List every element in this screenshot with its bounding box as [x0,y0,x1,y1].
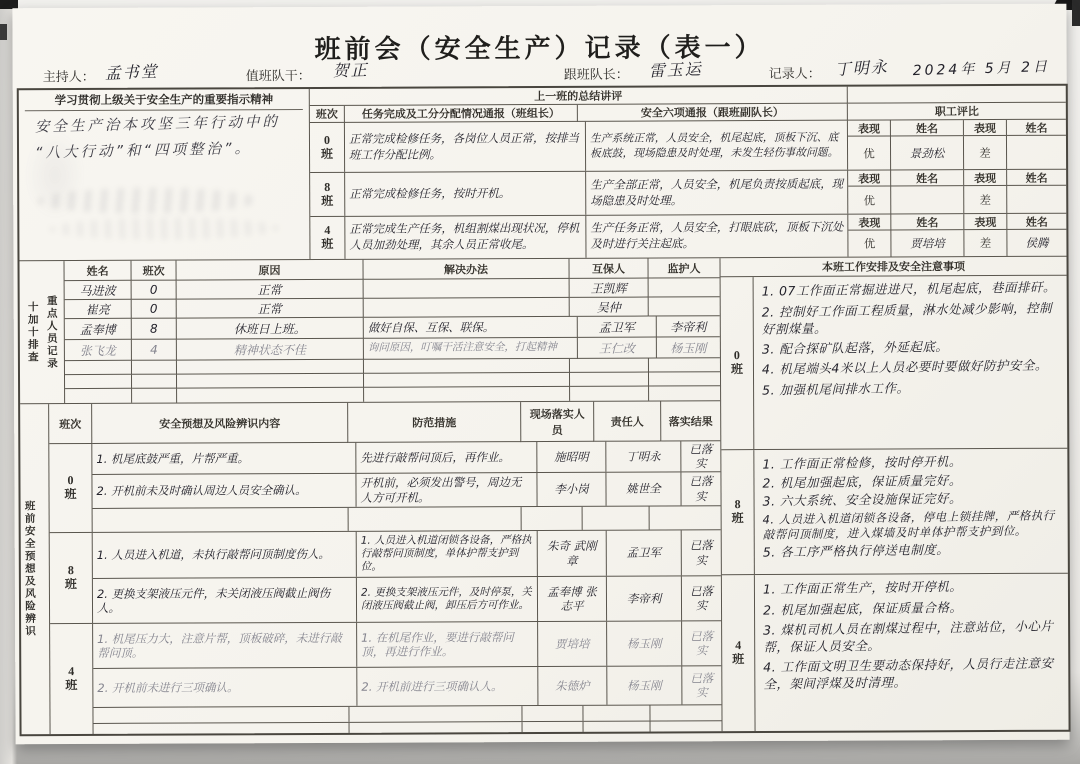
shift-cell: 0 班 [49,444,92,532]
risk-side-label: 班前安全预想及风险辨识 [23,500,36,639]
col-header-reason: 原因 [177,260,364,281]
col-header-task: 任务完成及工分分配情况通报（班组长） [345,105,578,123]
paper-sheet [12,4,1069,745]
risk-row [93,666,721,708]
eval-good-label: 优 [848,136,891,169]
summary-title: 上一班的总结讲评 [310,87,848,106]
summary-row-shift8 [310,170,1066,217]
risk-content-cell: 2. 开机前未进行三项确认。 [93,668,357,707]
task-report-cell: 正常完成检修任务，按时开机。 [345,172,586,216]
risk-side-label-wrap [20,404,50,734]
arrangement-items [754,276,1068,449]
summary-row-shift0 [310,120,1066,173]
responsible-cell: 孟卫军 [607,530,682,575]
col-header-safety: 安全六项通报（跟班副队长） [578,104,848,122]
task-report-cell: 正常完成检修任务，各岗位人员正常，按排当班工作分配比例。 [345,122,586,172]
measure-cell: 先进行敲帮问顶后，再作业。 [356,442,537,473]
col-header-shift: 班次 [132,261,177,281]
responsible-cell: 姚世全 [606,472,681,505]
risk-content-cell: 2. 更换支架液压元件，未关闭液压阀截止阀伤人。 [93,578,357,623]
shift-cell: 8 班 [310,173,345,216]
safety-report-cell: 生产任务正常，人员安全，打眼底砍，顶板下沉处及时进行关注起底。 [586,215,848,258]
field-person-cell: 贾培培 [538,622,607,666]
col-header-shift: 班次 [310,106,345,123]
safety-report-cell: 生产系统正常，人员安全，机尾起底，顶板下沉、底板底鼓，现场隐患及时处理，未发生轻伤事故问题。 [586,121,848,171]
col-header-result: 落实结果 [661,401,720,441]
recorder-value: 丁明永 [834,57,890,80]
arrangement-item: 3. 六大系统、安全设施保证完好。 [762,490,963,509]
measure-cell: 2. 开机前进行三项确认人。 [357,667,538,706]
risk-band-shift0 [49,441,720,533]
eval-header: 姓名 [891,120,964,135]
risk-section [20,401,721,734]
eval-subtable [848,120,1066,170]
field-person-cell: 朱德炉 [538,667,607,705]
risk-table [49,401,721,734]
field-person-cell: 施昭明 [537,442,606,472]
summary-row-shift4 [310,214,1066,259]
shift-cell: 8 班 [721,450,755,574]
name-cell: 孟奉博 [65,319,132,340]
key-person-side-label [20,261,66,403]
partner-cell: 吴仲 [570,298,649,317]
responsible-cell: 丁明永 [606,441,681,471]
summary-eval-blank-cell [848,86,1066,104]
guardian-cell [649,278,720,297]
arrangement-items [755,574,1069,731]
arrangement-band-shift4 [722,574,1069,732]
eval-header: 姓名 [891,214,964,229]
risk-content-cell: 1. 机尾底鼓严重，片帮严重。 [92,443,356,474]
result-cell: 已落实 [689,583,713,613]
arrangement-band-shift0 [721,276,1068,451]
measure-cell: 1. 在机尾作业，要进行敲帮问顶，再进行作业。 [357,622,538,667]
shift-cell: 4 班 [310,217,345,259]
follow-leader-value: 雷玉运 [648,59,704,81]
study-box [19,89,311,260]
eval-header: 表现 [964,170,1007,185]
reason-cell: 正常 [177,299,364,319]
risk-content-cell: 1. 机尾压力大，注意片帮，顶板破碎，未进行敲帮问顶。 [93,623,357,668]
arrangement-item: 4. 工作面文明卫生要动态保持好，人员行走注意安全，架间浮煤及时清理。 [763,655,1054,692]
solution-cell [364,279,570,299]
eval-header: 表现 [848,170,891,185]
arrangement-item: 4. 机尾端头4米以上人员必要时要做好防护安全。 [761,357,1048,377]
shift-cell: 8 [132,319,177,340]
eval-bad-name: 侯腾 [1025,235,1049,250]
responsible-cell: 杨玉刚 [607,621,682,665]
field-person-cell: 李小岗 [537,473,606,506]
arrangement-item: 5. 各工序严格执行停送电制度。 [762,541,950,560]
duty-leader-value: 贺正 [332,60,369,81]
arrangement-title: 本班工作安排及安全注意事项 [720,257,1066,278]
arrangement-section [720,257,1068,732]
risk-content-cell: 2. 开机前未及时确认周边人员安全确认。 [92,474,356,508]
risk-row-empty [94,721,722,734]
risk-row [93,530,721,579]
shift-cell: 0 班 [721,277,755,449]
solution-cell: 询问原因，叮嘱干活注意安全，打起精神 [364,338,578,360]
col-header-field-person: 现场落实人员 [521,402,594,442]
col-header-eval: 职工评比 [848,103,1066,121]
risk-row [92,441,720,475]
shift-cell: 4 [132,340,177,361]
result-cell: 已落实 [690,670,714,700]
risk-row [92,472,720,509]
host-label: 主持人： [42,68,95,85]
shift-cell: 8 班 [50,533,93,623]
recorder-label: 记录人： [768,65,821,82]
col-header-solution: 解决办法 [363,259,569,280]
pencil-ghost-mark [49,217,279,240]
risk-band-shift4 [50,621,721,734]
responsible-cell: 李帝利 [607,576,682,620]
arrangement-item: 4. 人员进入机道闭锁各设备，停电上锁挂牌，严格执行敲帮问顶制度，进入煤墙及时单体护帮支护到位。 [762,507,1055,542]
shift-cell: 0 [132,300,177,319]
page-title: 班前会（安全生产）记录（表一） [314,32,765,64]
shift-cell: 0 班 [310,123,345,172]
arrangement-band-shift8 [721,449,1068,576]
summary-table [310,86,1067,259]
reason-cell: 精神状态不佳 [177,339,364,361]
eval-header: 姓名 [1025,216,1048,229]
field-person-cell: 朱奇 武刚章 [538,531,607,576]
measure-cell: 开机前，必须发出警号，周边无人方可开机。 [356,473,537,507]
duty-leader-label: 值班队干： [245,68,311,84]
reason-cell: 正常 [177,280,364,300]
arrangement-item: 2. 机尾加强起底，保证质量合格。 [762,599,963,618]
shift-cell: 0 [132,281,177,300]
arrangement-item: 2. 控制好工作面工程质量，淋水处减少影响，控制好割煤量。 [761,299,1053,336]
col-header-shift: 班次 [49,404,92,444]
name-cell: 马进波 [65,281,132,300]
eval-header: 表现 [964,214,1007,229]
task-report-cell: 正常完成生产任务，机组割煤出现状况，停机人员加劲处理，其余人员正常收尾。 [345,216,586,259]
key-person-table [65,258,721,403]
eval-header: 表现 [964,120,1007,135]
study-label: 学习贯彻上级关于安全生产的重要指示精神 [25,91,303,111]
eval-bad-name [1007,186,1066,213]
eval-header: 姓名 [1025,122,1048,135]
eval-good-name: 景劲松 [891,136,964,169]
ten-plus-ten-check-label: 十加十排查 [26,300,38,364]
eval-header: 表现 [848,120,891,135]
eval-header: 姓名 [891,170,964,185]
host-value: 孟书堂 [104,61,160,83]
arrangement-item: 2. 机尾加强起底，保证质量完好。 [762,472,962,491]
eval-subtable [848,170,1066,214]
arrangement-item: 1. 07工作面正常掘进进尺，机尾起底，巷面排矸。 [761,279,1057,299]
scan-corner-mark [1072,0,1080,26]
pencil-ghost-mark [25,130,85,220]
arrangement-item: 1. 工作面正常生产，按时开停机。 [762,578,963,597]
result-cell: 已落实 [689,441,713,471]
risk-band-shift8 [50,530,721,624]
eval-good-name: 贾培培 [891,230,964,256]
follow-leader-label: 跟班队长： [563,66,629,82]
scan-corner-mark [0,24,7,40]
arrangement-item: 5. 加强机尾间排水工作。 [761,379,910,398]
key-person-record-label: 重点人员记录 [45,294,57,370]
col-header-measure: 防范措施 [348,402,521,443]
eval-bad-label: 差 [964,136,1007,169]
arrangement-items [754,449,1068,574]
eval-bad-label: 差 [964,186,1007,213]
summary-section [19,86,1067,262]
risk-row [93,621,721,669]
form-grid [17,84,1071,737]
eval-bad-name [1007,136,1066,169]
study-content-line: 安全生产治本攻坚三年行动中的 [34,114,281,136]
eval-header: 表现 [848,214,891,229]
risk-row [93,576,721,623]
result-cell: 已落实 [689,538,713,567]
col-header-content: 安全预想及风险辨识内容 [92,403,348,444]
name-cell: 崔亮 [65,300,132,319]
result-cell: 已落实 [689,474,713,503]
arrangement-item: 1. 工作面正常检修，按时停开机。 [762,453,962,472]
shift-cell: 4 班 [50,624,93,734]
arrangement-item: 3. 配合探矿队起落，外延起底。 [761,338,949,357]
col-header-partner: 互保人 [569,259,648,279]
reason-cell: 休班日上班。 [177,318,364,340]
solution-cell: 做好自保、互保、联保。 [364,317,578,339]
eval-bad-label: 差 [964,230,1007,256]
measure-cell: 1. 人员进入机道闭锁各设备，严格执行敲帮问顶制度，单体护帮支护到位。 [357,531,538,577]
field-person-cell: 孟奉博 张志平 [538,577,607,621]
col-header-responsible: 责任人 [594,401,661,441]
guardian-cell: 杨玉刚 [657,337,720,358]
col-header-guardian: 监护人 [648,258,719,278]
key-person-row-empty [65,386,720,403]
risk-content-cell: 1. 人员进入机道，未执行敲帮问顶制度伤人。 [93,532,357,578]
col-header-name: 姓名 [65,261,132,281]
eval-header: 姓名 [1025,172,1048,185]
result-cell: 已落实 [690,628,714,658]
eval-good-name [891,186,964,213]
risk-row-empty [93,506,721,532]
eval-subtable [848,214,1066,257]
partner-cell: 孟卫军 [578,316,657,337]
solution-cell [364,298,570,318]
eval-good-label: 优 [848,186,891,213]
name-cell: 张飞龙 [65,340,132,361]
guardian-cell: 李帝利 [657,316,720,337]
shift-cell: 4 班 [722,575,756,731]
study-content-line: “八大行动”和“四项整治”。 [34,140,253,162]
partner-cell: 王仁改 [578,337,657,358]
date-value: 2024年 5月 2日 [912,58,1051,80]
key-person-row [65,316,720,340]
arrangement-item: 3. 煤机司机人员在割煤过程中，注意站位，小心片帮，保证人员安全。 [762,618,1054,655]
eval-good-label: 优 [848,230,891,256]
measure-cell: 2. 更换支架液压元件，及时停泵，关闭液压阀截止阀，卸压后方可作业。 [357,577,538,622]
safety-report-cell: 生产全部正常，人员安全，机尾负责按质起底，现场隐患及时处理。 [586,171,848,215]
key-person-section [20,258,721,404]
partner-cell: 王凯辉 [570,279,649,298]
responsible-cell: 杨玉刚 [607,666,682,704]
guardian-cell [649,297,720,316]
key-person-row [65,337,720,361]
